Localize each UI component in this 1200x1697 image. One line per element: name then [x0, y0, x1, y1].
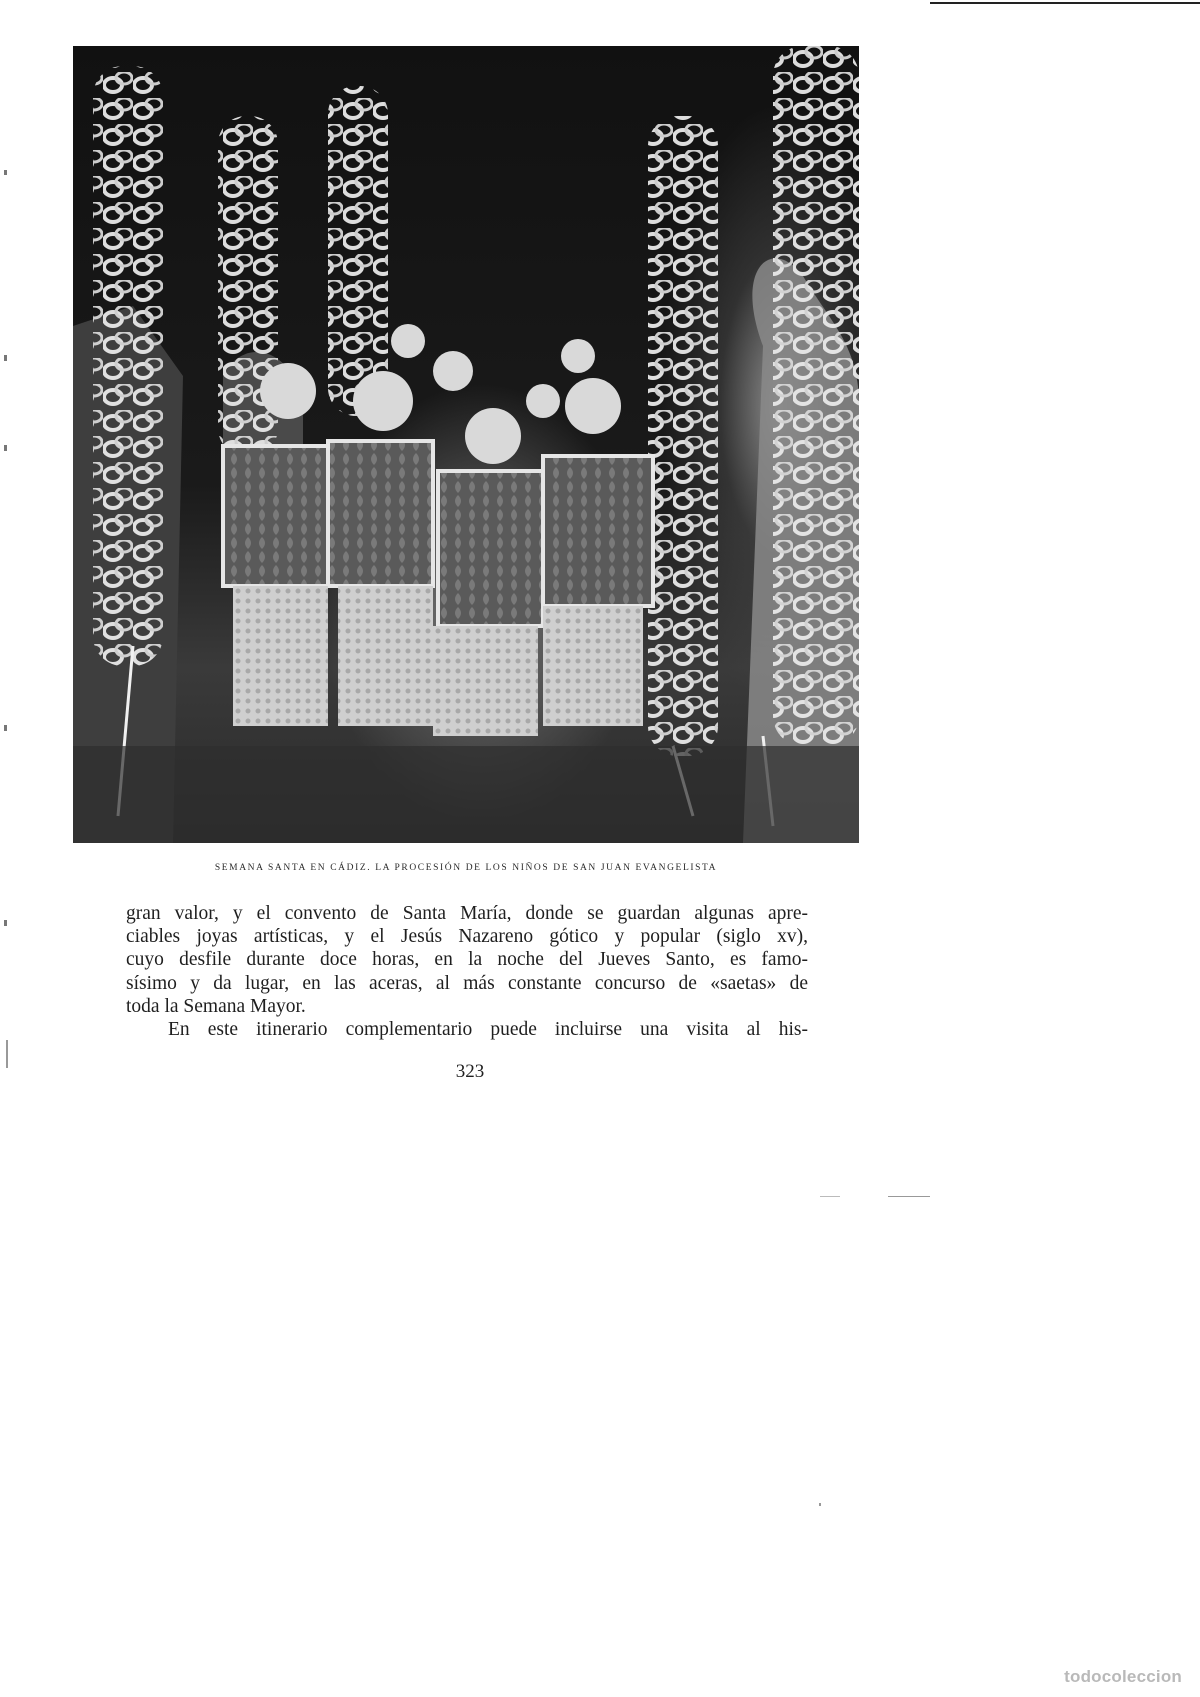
text-line: toda la Semana Mayor.	[126, 995, 306, 1017]
scan-mark	[4, 170, 7, 175]
text-line: En este itinerario complementario puede incluirse una visita al his-	[168, 1019, 808, 1041]
text-line: sísimo y da lugar, en las aceras, al más constante concurso de «saetas» de	[126, 972, 808, 994]
scan-mark	[4, 355, 7, 361]
body-text	[126, 902, 808, 1041]
scan-mark	[4, 725, 7, 731]
procession-photo-drawing	[73, 46, 859, 843]
scan-mark	[4, 920, 7, 926]
photo-caption: SEMANA SANTA EN CÁDIZ. LA PROCESIÓN DE LOS NIÑOS DE SAN JUAN EVANGELISTA	[214, 863, 718, 873]
scan-mark	[6, 1040, 8, 1068]
top-edge-rule	[930, 2, 1200, 4]
text-line: ciables joyas artísticas, y el Jesús Nazareno gótico y popular (siglo xv),	[126, 926, 808, 948]
scan-mark	[4, 445, 7, 451]
text-line: cuyo desfile durante doce horas, en la noche del Jueves Santo, es famo-	[126, 949, 808, 971]
page-number: 323	[455, 1061, 485, 1082]
procession-photo	[73, 46, 859, 843]
watermark-logo: todocoleccion	[1064, 1667, 1182, 1686]
scan-mark	[888, 1196, 930, 1197]
scan-mark	[820, 1196, 840, 1197]
scan-mark	[819, 1503, 821, 1506]
text-line: gran valor, y el convento de Santa María, donde se guardan algunas apre-	[126, 903, 808, 924]
